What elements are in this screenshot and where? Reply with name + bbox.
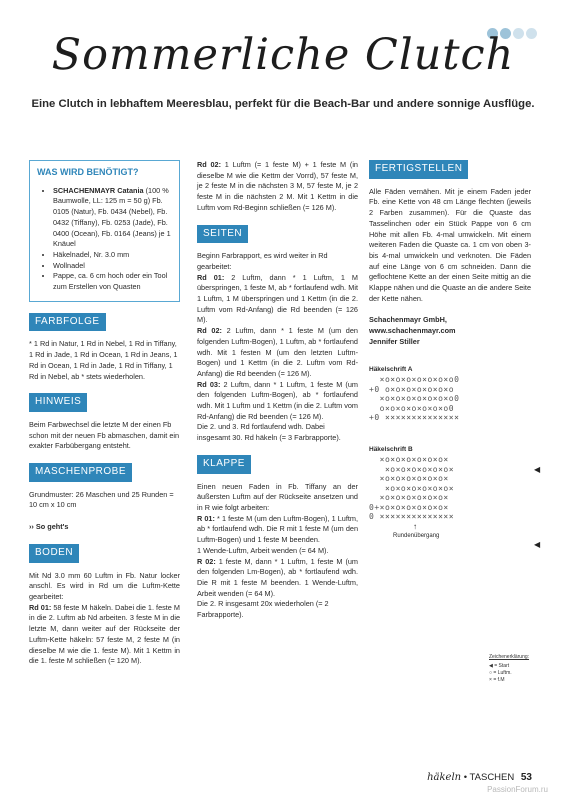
klappe-r01: [197, 514, 358, 546]
schema-b-label: Häkelschrift B: [369, 445, 413, 453]
klappe-r02: [197, 557, 358, 600]
materials-list: [37, 186, 173, 293]
schema-a-row: +0 o×o×o×o×o×o×o: [369, 384, 455, 394]
schema-b-row: 0 ××××××××××××××: [369, 512, 455, 522]
watermark: PassionForum.ru: [487, 785, 548, 794]
maschenprobe-heading: MASCHENPROBE: [29, 463, 132, 482]
seiten-intro: Beginn Farbrapport, es wird weiter in Rd gearbeitet:: [197, 251, 328, 271]
page-title: Sommerliche Clutch: [51, 30, 515, 80]
schema-b-row: ×o×o×o×o×o×o×: [369, 455, 449, 465]
klappe-r01-text: * 1 feste M (um den Luftm-Bogen), 1 Luftm, ab * fortlaufend wdh. Die R mit 1 feste M (um den Luftm-Bogen) und 1 feste M beenden.: [197, 513, 359, 545]
boden-rd01: [29, 603, 180, 667]
schema-a-row: o×o×o×o×o×o×o0: [369, 403, 455, 413]
materials-item: [53, 261, 173, 272]
materials-heading: WAS WIRD BENÖTIGT?: [37, 167, 139, 177]
seiten-rd01: [197, 273, 358, 327]
legend-fm: [489, 677, 539, 684]
seiten-rd01-text: 2 Luftm, dann * 1 Luftm, 1 M überspringen, 1 feste M, ab * fortlaufend wdh. Mit 1 Luftm, 1 M überspringen und 1 Kettm (in die 2. Luftm vom Rd-Anfang) die Rd beenden (= 126 M).: [197, 272, 358, 325]
up-arrow-icon: ↑: [413, 521, 417, 531]
legend: [489, 654, 539, 684]
hinweis-heading: HINWEIS: [29, 393, 87, 412]
credits-company: Schachenmayr GmbH,: [369, 315, 447, 325]
klappe-r02-text: 1 feste M, dann * 1 Luftm, 1 feste M (um den folgenden Lm-Bogen), ab * fortlaufend wdh. Die R mit 1 feste M beenden. 1 Wende-Luftm, Arbeit wenden (= 64 M).: [197, 556, 359, 598]
materials-item-text: Häkelnadel, Nr. 3.0 mm: [53, 249, 130, 259]
seiten-rd01-label: Rd 01:: [197, 272, 225, 282]
schema-b-row: ×o×o×o×o×o×o×: [369, 464, 455, 474]
klappe-wende: 1 Wende-Luftm, Arbeit wenden (= 64 M).: [197, 545, 329, 555]
materials-box: [29, 160, 180, 302]
seiten-outro: Die 2. und 3. Rd fortlaufend wdh. Dabei insgesamt 30. Rd häkeln (= 3 Farbrapporte).: [197, 422, 341, 443]
schema-b-diagram: [369, 455, 531, 522]
fertigstellen-text: Alle Fäden vernähen. Mit je einem Faden jeder Fb. eine Kette von 48 cm Länge flechten (jeweils 2 Farben zusammen). Für die Quaste das Tasselinchen oder ein Stück Pappe von 6 cm Höhe mit allen Fb. 4-mal umwickeln. Mit einem weiteren Faden die Quaste ca. 1 cm von oben 3- bis 4-mal umwickeln und verknoten. Die Fäden auf eine Länge von 6 cm schneiden. Dann die geflochtene Kette an der einen Seite mittig an die Klappe nähen und die Quaste an die andere Seite der Kette nähen.: [369, 186, 531, 303]
legend-luftm-label: = Luftm.: [493, 670, 512, 676]
boden-rd02: [197, 160, 358, 214]
seiten-rd03: [197, 380, 358, 423]
magazine-name: häkeln: [427, 772, 462, 783]
seiten-rd02-label: Rd 02:: [197, 326, 222, 336]
materials-item-text: Wollnadel: [53, 260, 85, 270]
column-middle: [197, 160, 358, 621]
klappe-r02-label: R 02:: [197, 556, 216, 566]
hinweis-text: Beim Farbwechsel die letzte M der einen Fb schon mit der neuen Fb abmaschen, damit ein exakter Farbübergang entsteht.: [29, 419, 180, 451]
klappe-outro: Die 2. R insgesamt 20x wiederholen (= 2 Farbrapporte).: [197, 599, 329, 620]
boden-rd02-text: 1 Luftm (= 1 feste M) + 1 feste M (in dieselbe M wie die Kettm der Vorrd), 57 feste M, je 2 feste M in die nächsten 3 M, 57 feste M, je 2 feste M in die nächsten 2 M. Mit 1 Kettm in die Luftm vom Rd-Beginn schließen (= 126 M).: [197, 160, 358, 212]
materials-item: [53, 250, 173, 261]
klappe-heading: KLAPPE: [197, 455, 251, 474]
materials-item-text: Pappe, ca. 6 cm hoch oder ein Tool zum Erstellen von Quasten: [53, 271, 168, 292]
page-subtitle: Eine Clutch in lebhaftem Meeresblau, perfekt für die Beach-Bar und andere sonnige Ausflüge.: [31, 98, 535, 110]
schema-b-row: ×o×o×o×o×o×o×: [369, 474, 449, 484]
credits-url: www.schachenmayr.com: [369, 326, 456, 336]
boden-rd02-label: Rd 02:: [197, 160, 222, 169]
farbfolge-heading: FARBFOLGE: [29, 313, 106, 332]
klappe-intro: Einen neuen Faden in Fb. Tiffany an der äußersten Luftm auf der Rückseite ansetzen und in R wie folgt arbeiten:: [197, 481, 358, 512]
schema-a-row: +0 ××××××××××××××: [369, 413, 460, 423]
schema-b-caption: Rundenübergang: [393, 532, 440, 539]
schema-b-row: ×o×o×o×o×o×o×: [369, 493, 449, 503]
start-marker-icon: ◀: [534, 540, 541, 549]
start-icon: ◀: [489, 663, 493, 669]
legend-start: [489, 663, 539, 670]
schema-b-row: 0+×o×o×o×o×o×o×: [369, 502, 449, 512]
boden-rd01-label: Rd 01:: [29, 602, 52, 612]
schema-a-row: ×o×o×o×o×o×o×o0: [369, 394, 460, 404]
materials-item-bold: SCHACHENMAYR Catania: [53, 185, 144, 195]
schema-a-row: ×o×o×o×o×o×o×o0: [369, 375, 460, 385]
legend-fm-label: = f.M: [493, 677, 505, 683]
legend-title: Zeichenerklärung:: [489, 654, 530, 660]
fertigstellen-heading: FERTIGSTELLEN: [369, 160, 468, 179]
legend-start-label: = Start: [494, 663, 510, 669]
legend-luftm: [489, 670, 539, 677]
maschenprobe-text: Grundmuster: 26 Maschen und 25 Runden = 10 cm x 10 cm: [29, 489, 174, 510]
materials-item: [53, 271, 173, 292]
page-footer: [427, 772, 532, 783]
klappe-r01-label: R 01:: [197, 513, 215, 523]
seiten-rd03-label: Rd 03:: [197, 379, 221, 389]
schema-a-label: Häkelschrift A: [369, 365, 413, 373]
column-right: [369, 160, 531, 542]
materials-item-text: (100 % Baumwolle, LL: 125 m = 50 g) Fb. 0105 (Natur), Fb. 0434 (Nebel), Fb. 0432 (Tiffany), Fb. 0253 (Jade), Fb. 0400 (Ocean), Fb. 0164 (Jeans) je 1 Knäuel: [53, 185, 171, 249]
page-number: 53: [520, 772, 532, 783]
boden-intro: Mit Nd 3.0 mm 60 Luftm in Fb. Natur locker anschl. Es wird in Rd um die Luftm-Kette gearbeitet:: [29, 570, 180, 601]
farbfolge-text: * 1 Rd in Natur, 1 Rd in Nebel, 1 Rd in Tiffany, 1 Rd in Jade, 1 Rd in Ocean, 1 Rd in Jeans, 1 Rd in Ocean, 1 Rd in Jade, 1 Rd in Tiffany, 1 Rd in Nebel, ab * stets wiederholen.: [29, 339, 178, 381]
materials-item: [53, 186, 173, 250]
seiten-rd03-text: 2 Luftm, dann * 1 Luftm, 1 feste M (um den folgenden Luftm-Bogen), ab * fortlaufend wdh. Mit 1 Luftm und 1 Kettm (in die 2. Luftm vom Rd-Anfang) die Rd beenden (= 126 M).: [197, 379, 359, 421]
chain-stitch-icon: ○: [489, 670, 493, 676]
boden-rd01-text: 58 feste M häkeln. Dabei die 1. feste M in die 2. Luftm ab Nd arbeiten. 3 feste M in die letzte M, dann weiter auf der Rückseite der Luftm-Kette häkeln: 57 feste M, 2 feste M (in dieselbe M wie die 1. feste M). Mit 1 Kettm in die 1. feste M schließen (= 120 M).: [29, 602, 180, 666]
seiten-rd02-text: 2 Luftm, dann * 1 feste M (um den folgenden Luftm-Bogen), 1 Luftm, ab * fortlaufend wdh. Mit 1 festen M (um den letzten Luftm-Bogen) und 1 Kettm (in die 2. Luftm vom Rd-Anfang) die Rd beenden (= 126 M).: [197, 326, 358, 378]
schema-a-diagram: [369, 375, 531, 423]
boden-heading: BODEN: [29, 544, 79, 563]
seiten-rd02: [197, 326, 358, 380]
seiten-heading: SEITEN: [197, 225, 248, 244]
single-crochet-icon: ×: [489, 677, 492, 683]
credits-author: Jennifer Stiller: [369, 336, 420, 346]
start-marker-icon: ◀: [534, 465, 541, 474]
schema-b-row: ×o×o×o×o×o×o×: [369, 483, 455, 493]
column-left: [29, 160, 180, 667]
so-gehts: ›› So geht's: [29, 522, 69, 532]
section-name: • TASCHEN: [463, 772, 515, 783]
